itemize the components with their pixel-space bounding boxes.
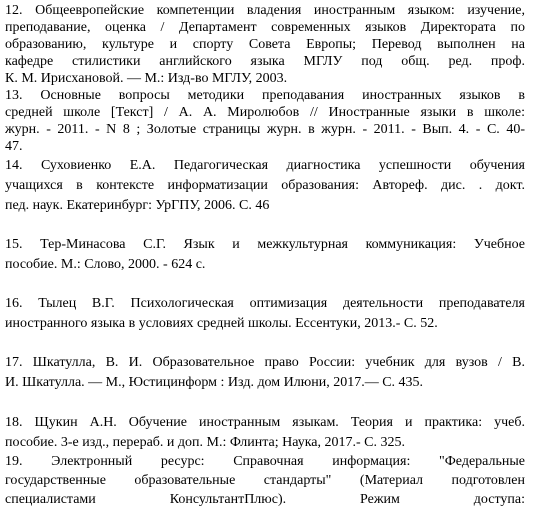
ref-13-line-1: 13. Основные вопросы методики преподавания иностранных языков в (5, 88, 525, 103)
ref-13-line-2: средней школе [Текст] / А. А. Миролюбов // Иностранные языки в школе: (5, 105, 525, 120)
ref-19-line-1: 19. Электронный ресурс: Справочная информация: "Федеральные (5, 454, 525, 469)
ref-15-line-1: 15. Тер-Минасова С.Г. Язык и межкультурная коммуникация: Учебное (5, 237, 525, 252)
ref-17-line-1: 17. Шкатулла, В. И. Образовательное право России: учебник для вузов / В. (5, 355, 525, 370)
ref-14-line-2: учащихся в контексте информатизации образования: Автореф. дис. . докт. (5, 178, 525, 193)
ref-14-line-1: 14. Суховиенко Е.А. Педагогическая диагностика успешности обучения (5, 158, 525, 173)
ref-13-line-4: 47. (5, 139, 23, 154)
ref-12-line-1: 12. Общеевропейские компетенции владения иностранным языком: изучение, (5, 3, 525, 18)
ref-12-line-4: кафедре стилистики английского языка МГЛУ под общ. ред. проф. (5, 54, 525, 69)
ref-13-line-3: журн. - 2011. - N 8 ; Золотые страницы журн. в журн. - 2011. - Вып. 4. - С. 40- (5, 122, 525, 137)
ref-14-line-3: пед. наук. Екатеринбург: УрГПУ, 2006. С. 46 (5, 198, 270, 213)
ref-12-line-2: преподавание, оценка / Департамент современных языков Директората по (5, 20, 525, 35)
ref-12-line-3: образованию, культуре и спорту Совета Европы; Перевод выполнен на (5, 37, 525, 52)
ref-18-line-1: 18. Щукин А.Н. Обучение иностранным языкам. Теория и практика: учеб. (5, 415, 525, 430)
ref-12-line-5: К. М. Ирисхановой. — М.: Изд-во МГЛУ, 2003. (5, 71, 288, 86)
ref-18-line-2: пособие. 3-е изд., перераб. и доп. М.: Флинта; Наука, 2017.- С. 325. (5, 435, 405, 450)
ref-19-line-2: государственные образовательные стандарты" (Материал подготовлен (5, 473, 525, 488)
ref-15-line-2: пособие. М.: Слово, 2000. - 624 с. (5, 257, 206, 272)
ref-17-line-2: И. Шкатулла. — М., Юстицинформ : Изд. дом Илюни, 2017.— С. 435. (5, 375, 424, 390)
ref-16-line-1: 16. Тылец В.Г. Психологическая оптимизация деятельности преподавателя (5, 296, 525, 311)
ref-19-line-3: специалистами КонсультантПлюс). Режим доступа: (5, 492, 525, 507)
ref-16-line-2: иностранного языка в условиях средней школы. Ессентуки, 2013.- С. 52. (5, 316, 438, 331)
